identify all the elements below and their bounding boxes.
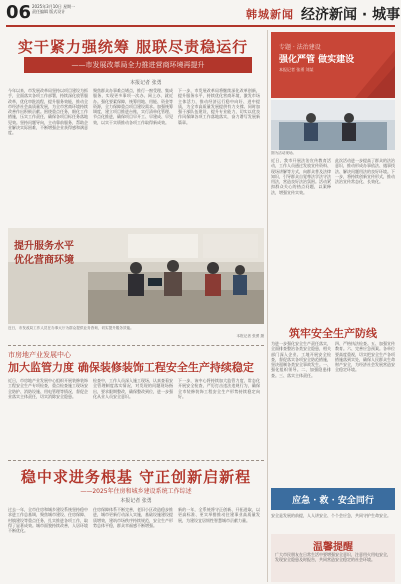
page-number: 06 [6, 2, 32, 23]
article3-column-1: 过去一年，全市住房和城乡建设系统坚持稳中求进工作总基调，聚焦城市建设、住房保障、村镇建设等重点任务，扎实推进各项工作，取得了显著成效。城市面貌持续改善，人居环境不断优化。 [8, 507, 88, 534]
article2-column-1: 近日，市房地产业发展中心组织开展装修装饰工程安全生产专项检查，重点检查施工现场安全防护、消防设施、用电管理等情况，督促企业落实主体责任，切实消除安全隐患。 [8, 378, 88, 399]
article2-kicker: 市房地产业发展中心 [8, 351, 71, 359]
photo-overlay-title: 提升服务水平 优化营商环境 [14, 241, 74, 266]
tip-body: 广大市民朋友在日常生活中要增强安全意识，注意用火用电安全，发现安全隐患及时报告，共同营造安全稳定的社会环境。 [275, 552, 391, 563]
paper-name: 韩城新闻 [246, 8, 294, 21]
tip-box [271, 534, 395, 582]
page-header [0, 0, 401, 26]
safety-banner [271, 488, 395, 510]
right-text-column-1: 近日，我市开展法治宣传教育活动，工作人员通过发放宣传资料、现场讲解等方式，向群众普及法律知识，引导群众自觉尊法学法守法用法，营造良好法治氛围。活动紧扣群众关心的热点问题，以案释法，增强宣传实效。 [271, 158, 331, 195]
banner-text-body: 安全是发展的前提，人人讲安全、个个会应急，共同守护生命安全。 [271, 513, 391, 518]
article3-column-3: 新的一年，全系统将守正创新、开拓进取，以更高标准、更实举措推动住建事业高质量发展，为建设宜居韧性智慧城市贡献力量。 [178, 507, 260, 523]
article1-photo [8, 228, 264, 324]
section-divider-2 [8, 460, 264, 461]
header-rule [6, 25, 395, 27]
dateline: 2025年3月10日 星期一 责任编辑 版式设计 [32, 4, 76, 14]
article2-headline: 加大监管力度 确保装修装饰工程安全生产持续稳定 [8, 361, 254, 374]
right-photo [271, 100, 395, 150]
article3-byline: 本报记者 张勇 [120, 498, 152, 504]
right-text-column-3: 为进一步强化安全生产责任落实，全面排查整治各类安全隐患，相关部门深入企业、工地开展安全检查，督促落实各项安全防范措施，坚决遏制各类安全事故发生。一、强化组织领导。二、加强隐患排查。三、落实主体责任。 [271, 341, 331, 378]
article3-subheadline: ——2025年住房和城乡建设系统工作综述 [80, 488, 192, 495]
tip-title: 温馨提醒 [313, 542, 353, 553]
column-divider [267, 30, 268, 582]
feature-title: 强化严管 做实建设 [279, 55, 355, 65]
article1-column-2: 聚焦群众办事难点堵点，推行一窗受理、集成服务，实现更多事项一次办、网上办、就近办。强化要素保障，统筹用地、用能、资金等资源，全力保障重点项目建设需求。加强统筹调度，建立项目推进台账，实行清单化管理、节点化推进，确保项目早开工、早建成、早见效，以实干实绩推动各项工作取得新成效。 [93, 88, 173, 125]
article3-headline: 稳中求进务根基 守正创新启新程 [20, 468, 252, 486]
right-text-column-2: 此次活动进一步提高了群众的法治意识，推动形成办事依法、遇事找法、解决问题用法的良好环境。下一步，将持续创新宣传形式，推动法治宣传常态化、长效化。 [335, 158, 395, 185]
right-text-column-4: 四、严格执法检查。五、加强宣传教育。六、完善应急预案。各单位要高度重视，切实把安全生产各项措施落到实处，确保人民群众生命财产安全，为经济社会发展营造安全稳定环境。 [335, 341, 395, 373]
photo-credit: 本报记者 张勇 摄 [236, 334, 264, 338]
article2-column-2: 检查中，工作人员深入施工现场，认真查看安全管理制度落实情况，对发现的问题现场指出，要求限期整改，确保整改到位，进一步强化从业人员安全意识。 [93, 378, 173, 399]
feature-kicker: 专题 · 法治建设 [279, 44, 321, 51]
right-photo-caption: 图为活动现场。 [271, 151, 297, 155]
banner-text: 应急 · 救 · 安全同行 [292, 496, 374, 506]
article1-subheadline: ——市发展改革局全力推进营商环境再提升 [24, 57, 252, 73]
article1-byline: 本报记者 张勇 [130, 80, 162, 86]
article1-column-1: 今年以来，市发展改革局坚持以项目建设为抓手，全面落实各项工作部署，持续深化放管服改革，优化审批流程，提升服务效能，推动全市经济社会高质量发展，为全市营商环境持续改善作出积极贡献。围绕重点任务，细化工作措施，压实工作责任，确保各项目标任务落地见效。坚持问题导向，主动靠前服务，帮助企业解决实际困难，不断增强企业获得感和满意度。 [8, 88, 88, 136]
photo-caption: 近日，市发改局工作人员在办事大厅为群众提供业务咨询，切实提升服务效能。 [8, 326, 134, 330]
section-title: 经济新闻 · 城事 [301, 7, 401, 23]
feature-bylines: 本报记者 张勇 刘某 [279, 67, 314, 72]
feature-box [271, 32, 395, 98]
article1-column-3: 下一步，市发展改革局将继续深化改革创新，提升服务水平，持续优化营商环境，激发市场主体活力，推动经济运行稳中向好、进中提质，为全市高质量发展提供有力支撑。同时加强干部队伍建设，提升专业能力，切实以优良作风保障各项工作落地落实，奋力谱写发展新篇章。 [178, 88, 260, 125]
article3-column-2: 住房保障体系不断完善，老旧小区改造稳步推进，城市更新行动深入实施，基础设施建设提质增效，建筑市场秩序持续规范，安全生产形势总体平稳，群众幸福感不断增强。 [93, 507, 173, 528]
article2-column-3: 下一步，该中心将持续加大监管力度，常态化开展安全检查，严厉打击违法违规行为，确保全市装修装饰工程安全生产形势持续稳定向好。 [178, 378, 260, 399]
meeting-photo-illustration [271, 100, 395, 150]
right-section-headline: 筑牢安全生产防线 [289, 327, 377, 340]
section-divider [8, 345, 264, 346]
article1-headline: 实干紧力强统筹 服联尽责稳运行 [17, 38, 249, 56]
